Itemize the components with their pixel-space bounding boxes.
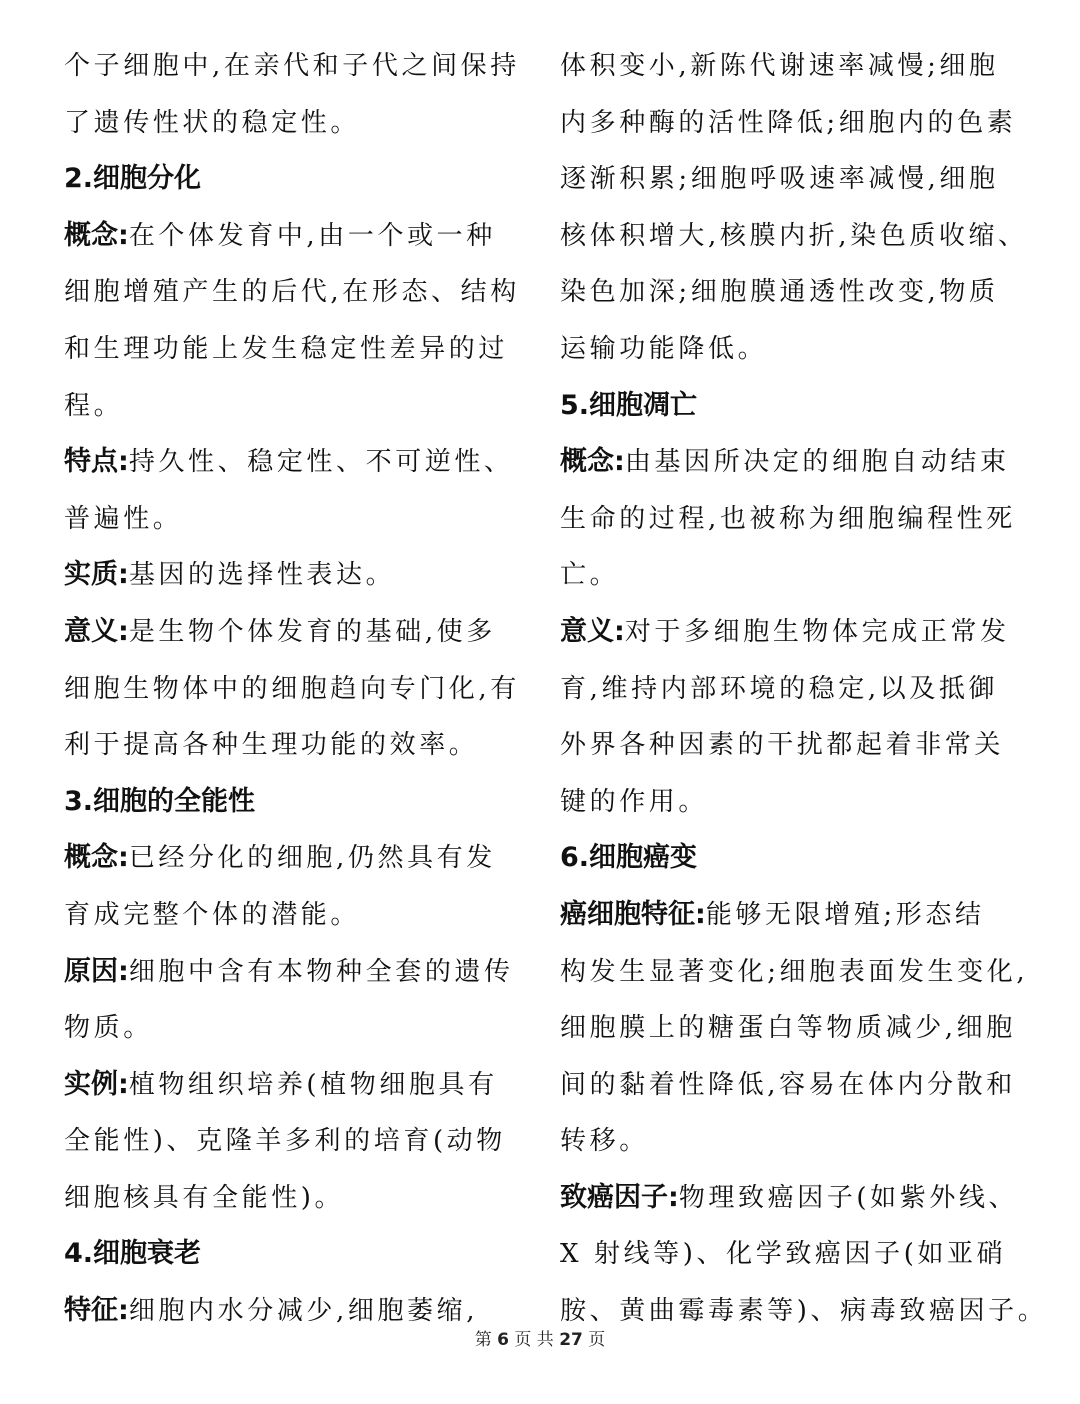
line-text: 逐渐积累;细胞呼吸速率减慢,细胞 [560,164,999,195]
right-column [560,38,1048,1340]
line-text: 细胞膜上的糖蛋白等物质减少,细胞 [560,1013,1016,1044]
section-heading: 6.细胞癌变 [560,842,698,874]
line-text: 和生理功能上发生稳定性差异的过 [64,333,509,364]
text-line [560,887,1040,944]
line-text: 持久性、稳定性、不可逆性、 [128,447,514,478]
term-label: 概念: [560,446,625,478]
line-text: 全能性)、克隆羊多利的培育(动物 [64,1126,506,1157]
line-text: 外界各种因素的干扰都起着非常关 [560,730,1005,761]
line-text: 是生物个体发育的基础,使多 [128,616,496,647]
line-text: 在个体发育中,由一个或一种 [128,220,496,251]
term-label: 意义: [64,615,129,647]
text-line [64,661,534,718]
line-text: 细胞内水分减少,细胞萎缩, [128,1296,479,1327]
footer-page-number: 6 [497,1330,509,1350]
text-line [560,1057,1040,1114]
line-text: 个子细胞中,在亲代和子代之间保持 [64,51,520,81]
text-line [64,1170,534,1227]
line-text: 细胞核具有全能性)。 [64,1182,345,1213]
line-text: 育,维持内部环境的稳定,以及抵御 [560,673,999,704]
text-line [64,547,534,604]
text-line [560,604,1040,661]
section-heading: 4.细胞衰老 [64,1238,202,1270]
footer-middle: 页 共 [514,1330,554,1350]
text-line [560,264,1040,321]
line-text: 间的黏着性降低,容易在体内分散和 [560,1069,1016,1100]
line-text: 细胞中含有本物种全套的遗传 [128,956,514,987]
section-heading: 3.细胞的全能性 [64,785,256,817]
text-line [560,434,1040,491]
text-line [64,1000,534,1057]
line-text: 细胞增殖产生的后代,在形态、结构 [64,277,520,308]
term-label: 致癌因子: [560,1181,679,1213]
text-line [560,944,1040,1001]
text-line [64,1113,534,1170]
text-line [64,887,534,944]
term-label: 特征: [64,1295,129,1327]
text-line [64,264,534,321]
text-line [560,1226,1040,1283]
line-text: 生命的过程,也被称为细胞编程性死 [560,503,1016,534]
term-label: 概念: [64,842,129,874]
left-column [64,38,534,1340]
text-line [560,208,1040,265]
text-line [64,378,534,435]
line-text: 对于多细胞生物体完成正常发 [624,616,1010,647]
line-text: 细胞生物体中的细胞趋向专门化,有 [64,673,520,704]
text-line [560,321,1040,378]
text-line [64,321,534,378]
term-label: 癌细胞特征: [560,898,706,930]
term-label: 意义: [560,615,625,647]
text-line [560,95,1040,152]
section-heading: 2.细胞分化 [64,163,202,195]
term-label: 原因: [64,955,129,987]
text-line [64,208,534,265]
text-line [560,661,1040,718]
line-text: X 射线等)、化学致癌因子(如亚硝 [560,1239,1007,1270]
line-text: 染色加深;细胞膜通透性改变,物质 [560,277,999,308]
page-footer [0,1325,1080,1350]
line-text: 物质。 [64,1013,153,1044]
term-label: 实例: [64,1068,129,1100]
line-text: 构发生显著变化;细胞表面发生变化, [560,956,1029,987]
text-line [64,830,534,887]
section-heading: 5.细胞凋亡 [560,389,698,421]
text-line [64,944,534,1001]
text-line [64,38,534,95]
line-text: 植物组织培养(植物细胞具有 [128,1069,498,1100]
text-line [560,1170,1040,1227]
text-line [64,717,534,774]
line-text: 体积变小,新陈代谢速率减慢;细胞 [560,51,999,81]
line-text: 运输功能降低。 [560,333,768,364]
line-text: 能够无限增殖;形态结 [705,899,985,930]
text-line [64,434,534,491]
text-line [64,491,534,548]
line-text: 基因的选择性表达。 [128,560,396,591]
line-text: 育成完整个体的潜能。 [64,899,361,930]
line-text: 胺、黄曲霉毒素等)、病毒致癌因子。 [560,1296,1048,1327]
line-text: 内多种酶的活性降低;细胞内的色素 [560,107,1017,138]
line-text: 亡。 [560,560,620,591]
line-text: 利于提高各种生理功能的效率。 [64,730,479,761]
line-text: 程。 [64,390,124,421]
line-text: 转移。 [560,1126,649,1157]
text-line [560,547,1040,604]
line-text: 普遍性。 [64,503,183,534]
text-line [64,1057,534,1114]
footer-suffix: 页 [588,1330,606,1350]
text-line [64,95,534,152]
text-line [560,1000,1040,1057]
line-text: 已经分化的细胞,仍然具有发 [128,843,496,874]
line-text: 核体积增大,核膜内折,染色质收缩、 [560,220,1028,251]
text-line [560,491,1040,548]
text-line [560,774,1040,831]
text-line [560,38,1040,95]
text-line [560,1113,1040,1170]
footer-prefix: 第 [474,1330,492,1350]
term-label: 特点: [64,446,129,478]
footer-total-pages: 27 [559,1330,583,1350]
text-line [64,604,534,661]
text-line [560,151,1040,208]
term-label: 概念: [64,219,129,251]
text-line [560,717,1040,774]
line-text: 物理致癌因子(如紫外线、 [678,1182,1019,1213]
term-label: 实质: [64,559,129,591]
line-text: 由基因所决定的细胞自动结束 [624,447,1010,478]
line-text: 键的作用。 [560,786,709,817]
line-text: 了遗传性状的稳定性。 [64,107,361,138]
